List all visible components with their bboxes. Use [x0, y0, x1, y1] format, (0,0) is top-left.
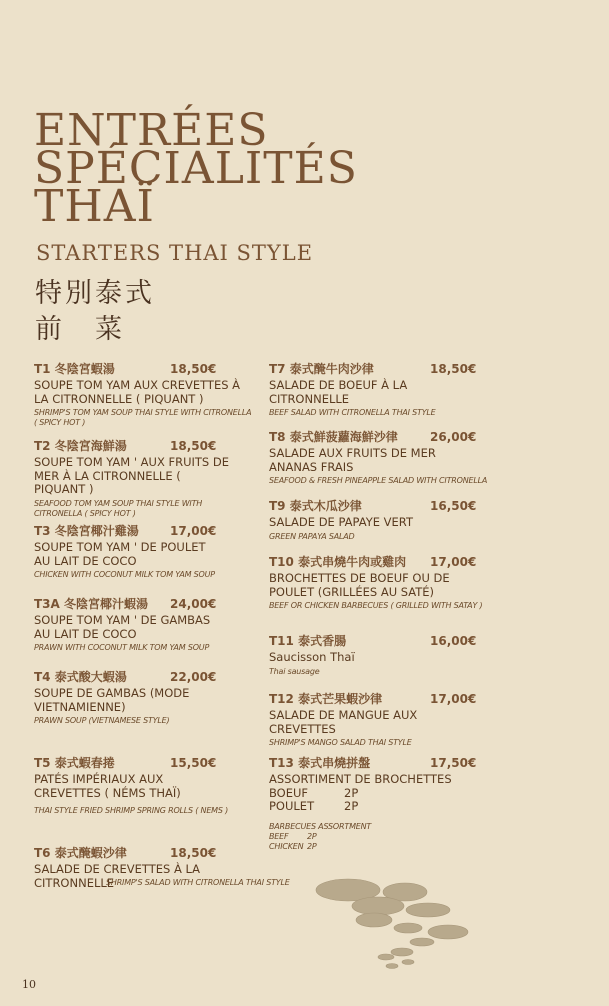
chinese-title-line-2: 前 菜: [35, 314, 125, 345]
menu-item-t4: [34, 670, 234, 726]
item-price: 26,00€: [430, 430, 477, 444]
item-english: BEEF OR CHICKEN BARBECUES ( GRILLED WITH SATAY ): [269, 601, 483, 610]
item-english: PRAWN SOUP (VIETNAMESE STYLE): [34, 716, 170, 725]
title-line-3: THAÏ: [34, 181, 155, 232]
item-french: SALADE DE MANGUE AUX CREVETTES: [269, 708, 418, 736]
item-english: SEAFOOD TOM YAM SOUP THAI STYLE WITH CITRONELLA ( SPICY HOT ): [34, 498, 203, 518]
menu-item-t12: [269, 692, 477, 748]
item-price: 18,50€: [170, 439, 217, 453]
item-english: THAI STYLE FRIED SHRIMP SPRING ROLLS ( NEMS ): [34, 806, 229, 815]
item-code: T8 泰式鮮菠蘿海鮮沙律: [269, 430, 398, 444]
item-code: T2 冬陰宮海鮮湯: [34, 439, 127, 453]
chinese-title: [35, 276, 155, 348]
item-french: SOUPE DE GAMBAS (MODE VIETNAMIENNE): [34, 686, 190, 714]
row-name: BOEUF: [269, 785, 309, 800]
stone: [402, 960, 414, 965]
row-qty: 2P: [307, 841, 317, 851]
item-french-row: [269, 787, 509, 801]
item-code: T10 泰式串燒牛肉或雞肉: [269, 555, 407, 569]
item-french: Saucisson Thaï: [269, 650, 355, 664]
item-french: PATÉS IMPÉRIAUX AUX CREVETTES ( NÉMS THAÏ): [34, 772, 181, 800]
item-code: T9 泰式木瓜沙律: [269, 499, 362, 513]
item-english-row: [269, 842, 509, 852]
menu-item-t9: [269, 499, 499, 542]
item-english: BARBECUES ASSORTMENT: [269, 821, 372, 831]
item-code: T1 冬陰宮蝦湯: [34, 362, 115, 376]
item-french: SALADE DE BOEUF À LA CITRONNELLE: [269, 378, 408, 406]
item-english-row: [269, 832, 509, 842]
row-name: POULET: [269, 799, 315, 813]
item-french: SALADE DE CREVETTES À LA CITRONNELLE: [34, 862, 201, 890]
stone: [386, 964, 398, 969]
item-code: T4 泰式酸大蝦湯: [34, 670, 127, 684]
stone: [356, 913, 392, 927]
item-code: T13 泰式串燒拼盤: [269, 756, 371, 770]
item-english: CHICKEN WITH COCONUT MILK TOM YAM SOUP: [34, 570, 215, 579]
item-french: ASSORTIMENT DE BROCHETTES: [269, 772, 452, 786]
stone: [406, 903, 450, 917]
item-price: 17,00€: [430, 555, 477, 569]
menu-item-t7: [269, 362, 477, 418]
item-french-row: [269, 800, 509, 814]
stone: [391, 948, 413, 956]
item-french: SOUPE TOM YAM ' DE POULET AU LAIT DE COCO: [34, 540, 206, 568]
item-price: 15,50€: [170, 756, 217, 770]
stone: [378, 954, 394, 960]
item-price: 24,00€: [170, 597, 217, 611]
item-price: 17,50€: [430, 756, 477, 770]
item-code: T7 泰式醃牛肉沙律: [269, 362, 374, 376]
menu-item-t6: [34, 846, 294, 890]
row-name: CHICKEN: [269, 841, 304, 851]
item-english: GREEN PAPAYA SALAD: [269, 531, 355, 541]
item-english: SEAFOOD & FRESH PINEAPPLE SALAD WITH CITRONELLA: [269, 476, 488, 485]
subtitle: STARTERS THAI STYLE: [36, 241, 314, 265]
item-french: BROCHETTES DE BOEUF OU DE POULET (GRILLÉES AU SATÉ): [269, 571, 450, 599]
menu-item-t1: [34, 362, 256, 428]
item-price: 18,50€: [170, 846, 217, 860]
item-english: SHRIMP'S TOM YAM SOUP THAI STYLE WITH CITRONELLA ( SPICY HOT ): [34, 408, 252, 427]
item-price: 17,00€: [430, 692, 477, 706]
item-code: T3A 冬陰宮椰汁蝦湯: [34, 597, 149, 611]
menu-item-t2: [34, 439, 234, 519]
item-english: Thai sausage: [269, 666, 320, 676]
item-price: 18,50€: [170, 362, 217, 376]
stone: [394, 923, 422, 933]
item-code: T11 泰式香腸: [269, 634, 347, 648]
menu-item-t5: [34, 756, 234, 816]
item-code: T3 冬陰宮椰汁雞湯: [34, 524, 139, 538]
item-code: T12 泰式芒果蝦沙律: [269, 692, 383, 706]
title-line-1: ENTRÉES: [34, 105, 269, 156]
item-code: T6 泰式醃蝦沙律: [34, 846, 127, 860]
stone: [410, 938, 434, 946]
item-price: 22,00€: [170, 670, 217, 684]
item-english: SHRIMP'S SALAD WITH CITRONELLA THAI STYLE: [106, 878, 290, 887]
title-line-2: SPÉCIALITÉS: [34, 143, 358, 194]
item-price: 16,00€: [430, 634, 477, 648]
item-price: 16,50€: [430, 499, 477, 513]
menu-item-t11: [269, 634, 499, 677]
item-price: 18,50€: [430, 362, 477, 376]
menu-item-t3a: [34, 597, 234, 653]
row-qty: 2P: [307, 831, 317, 841]
item-code: T5 泰式蝦春捲: [34, 756, 115, 770]
item-english: SHRIMP'S MANGO SALAD THAI STYLE: [269, 738, 412, 747]
menu-item-t3: [34, 524, 234, 580]
menu-item-t8: [269, 430, 499, 486]
chinese-title-line-1: 特別泰式: [35, 278, 155, 309]
row-qty: 2P: [344, 785, 359, 800]
stepping-stones-decoration: [310, 870, 500, 970]
item-price: 17,00€: [170, 524, 217, 538]
page-title: [34, 105, 358, 232]
item-french: SALADE AUX FRUITS DE MER ANANAS FRAIS: [269, 446, 436, 474]
row-name: BEEF: [269, 831, 289, 841]
page-number: 10: [22, 978, 36, 991]
row-qty: 2P: [344, 799, 359, 813]
menu-item-t10: [269, 555, 509, 611]
stone: [352, 897, 404, 915]
item-french: SALADE DE PAPAYE VERT: [269, 515, 413, 529]
stone: [428, 925, 468, 939]
item-french: SOUPE TOM YAM ' DE GAMBAS AU LAIT DE COCO: [34, 613, 211, 641]
item-english: PRAWN WITH COCONUT MILK TOM YAM SOUP: [34, 643, 210, 652]
item-french: SOUPE TOM YAM ' AUX FRUITS DE MER À LA CITRONNELLE ( PIQUANT ): [34, 455, 230, 496]
menu-item-t13: [269, 756, 509, 852]
item-english: BEEF SALAD WITH CITRONELLA THAI STYLE: [269, 408, 436, 417]
item-french: SOUPE TOM YAM AUX CREVETTES À LA CITRONNELLE ( PIQUANT ): [34, 378, 241, 406]
